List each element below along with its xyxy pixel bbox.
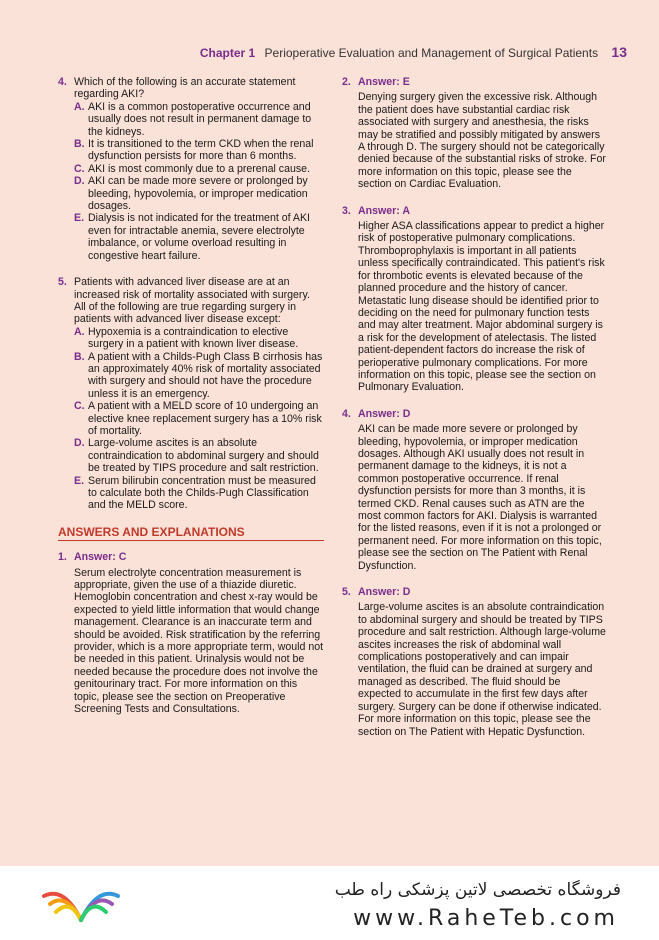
option-text: A patient with a MELD score of 10 undergoing an elective knee replacement surgery has a 10% risk of mortality. <box>88 400 322 437</box>
answer-key: Answer: D <box>358 586 411 599</box>
question-block <box>58 276 324 512</box>
answer-heading <box>342 76 606 88</box>
answer-block <box>342 586 606 738</box>
question-number: 5. <box>58 276 67 289</box>
option-text: AKI is a common postoperative occurrence and usually does not result in permanent damage to the kidneys. <box>88 100 312 138</box>
publisher-footer <box>0 866 659 940</box>
option-letter: C. <box>74 400 85 413</box>
answer-heading <box>342 586 606 598</box>
answer-heading <box>58 551 324 563</box>
answer-explanation: Large-volume ascites is an absolute contraindication to abdominal surgery and should be treated by TIPS procedure and salt restriction. Although large-volume ascites increases the risk of abdominal wall complications postoperatively and can impair ventilation, the fluid can be drained at surgery and managed as described. The fluid should be expected to accumulate in the first few days after surgery. Surgery can be done if otherwise indicated. For more information on this topic, please see the section on The Patient with Hepatic Dysfunction. <box>358 601 606 738</box>
option-text: Hypoxemia is a contraindication to elective surgery in a patient with known liver disease. <box>88 325 299 351</box>
answer-explanation: AKI can be made more severe or prolonged by bleeding, hypovolemia, or improper medication dosages. Although AKI usually does not result in permanent damage to the kidneys, it is not a common postoperative occurrence. If renal dysfunction persists for more than 3 months, it is termed CKD. Renal causes such as ATN are the most common factors for AKI. Dialysis is warranted for the listed reasons, even if it is not a prolonged or permanent need. For more information on this topic, please see the section on The Patient with Renal Dysfunction. <box>358 423 602 572</box>
option-letter: D. <box>74 175 85 188</box>
answer-block <box>342 408 606 572</box>
answer-number: 1. <box>58 551 67 564</box>
question-stem <box>58 76 324 101</box>
option-letter: E. <box>74 212 85 225</box>
question-text: Patients with advanced liver disease are at an increased risk of mortality associated with surgery. All of the following are true regarding surgery in patients with advanced liver disease except: <box>74 276 310 326</box>
question-text: Which of the following is an accurate statement regarding AKI? <box>74 76 296 101</box>
answer-key: Answer: E <box>358 76 410 88</box>
option-text: AKI is most commonly due to a prerenal cause. <box>88 162 310 175</box>
option-letter: B. <box>74 138 85 151</box>
answer-number: 3. <box>342 204 351 217</box>
answer-option <box>74 475 324 512</box>
answer-explanation: Serum electrolyte concentration measurement is appropriate, given the use of a thiazide diuretic. Hemoglobin concentration and chest x-ray would be expected to yield little information that would change management. Clearance is an inaccurate term and should be avoided. Risk stratification by the referring provider, which is a more appropriate term, would not be needed in this patient. Urinalysis would not be needed because the procedure does not involve the genitourinary tract. For more information on this topic, please see the section on Preoperative Screening Tests and Consultations. <box>74 566 324 716</box>
left-column <box>58 76 324 730</box>
answer-key: Answer: A <box>358 204 410 217</box>
answer-option <box>74 175 324 212</box>
answer-number: 2. <box>342 76 351 88</box>
option-text: Dialysis is not indicated for the treatment of AKI even for intractable anemia, severe electrolyte imbalance, or volume overload resulting in congestive heart failure. <box>88 212 310 262</box>
option-letter: E. <box>74 474 85 487</box>
answer-option <box>74 163 324 175</box>
answer-option <box>74 351 324 401</box>
answer-number: 4. <box>342 407 351 420</box>
option-letter: B. <box>74 350 85 363</box>
answer-option <box>74 437 324 474</box>
option-letter: D. <box>74 437 85 450</box>
questions-list <box>58 76 324 512</box>
option-letter: C. <box>74 162 85 175</box>
running-header <box>0 44 627 60</box>
answer-explanation: Higher ASA classifications appear to predict a higher risk of postoperative pulmonary complications. Thromboprophylaxis is important in all patients unless specifically contraindicated. This patient's risk for thrombotic events is elevated because of the planned procedure and the history of cancer. Metastatic lung disease should be identified prior to deciding on the need for pulmonary function tests and may alter treatment. Major abdominal surgery is a risk for the development of atelectasis. The listed patient-dependent factors do increase the risk of perioperative pulmonary complications. For more information on this topic, please see the section on Pulmonary Evaluation. <box>358 220 605 394</box>
right-column <box>342 76 606 752</box>
site-url: www.RaheTeb.com <box>353 906 619 931</box>
answer-number: 5. <box>342 586 351 599</box>
option-letter: A. <box>74 100 85 113</box>
answer-option <box>74 101 324 138</box>
chapter-label: Chapter 1 <box>199 46 256 60</box>
shop-name: فروشگاه تخصصی لاتین پزشکی راه طب <box>334 880 621 900</box>
question-block <box>58 76 324 262</box>
answer-key: Answer: C <box>74 551 127 564</box>
page-number: 13 <box>611 44 627 60</box>
option-text: Large-volume ascites is an absolute contraindication to abdominal surgery and should be treated by TIPS procedure and salt restriction. <box>88 437 319 475</box>
option-text: AKI can be made more severe or prolonged by bleeding, hypovolemia, or improper medication dosages. <box>88 175 308 213</box>
answer-heading <box>342 408 606 420</box>
answers-section-title: ANSWERS AND EXPLANATIONS <box>58 526 324 541</box>
answer-option <box>74 212 324 262</box>
answer-option <box>74 138 324 163</box>
chapter-title: Perioperative Evaluation and Management of Surgical Patients <box>264 46 599 60</box>
answers-list-left <box>58 551 324 715</box>
answer-option <box>74 326 324 351</box>
answer-block <box>342 205 606 394</box>
option-text: It is transitioned to the term CKD when the renal dysfunction persists for more than 6 months. <box>88 138 314 163</box>
question-number: 4. <box>58 76 67 88</box>
answer-block <box>58 551 324 715</box>
option-text: Serum bilirubin concentration must be measured to calculate both the Childs-Pugh Classification and the MELD score. <box>88 474 316 512</box>
answer-explanation: Denying surgery given the excessive risk. Although the patient does have substantial cardiac risk associated with surgery and anesthesia, the risks may be stratified and possibly mitigated by answers A through D. The surgery should not be categorically denied because of the substantial risks of stroke. For more information on this topic, please see the section on Cardiac Evaluation. <box>358 91 606 191</box>
answer-key: Answer: D <box>358 407 411 420</box>
option-text: A patient with a Childs-Pugh Class B cirrhosis has an approximately 40% risk of mortality associated with surgery and should not have the procedure unless it is an emergency. <box>88 350 323 400</box>
answer-block <box>342 76 606 191</box>
question-stem <box>58 276 324 326</box>
answer-heading <box>342 205 606 217</box>
answer-option <box>74 400 324 437</box>
option-letter: A. <box>74 325 85 338</box>
answers-list-right <box>342 76 606 738</box>
open-book-logo-icon <box>36 876 126 926</box>
